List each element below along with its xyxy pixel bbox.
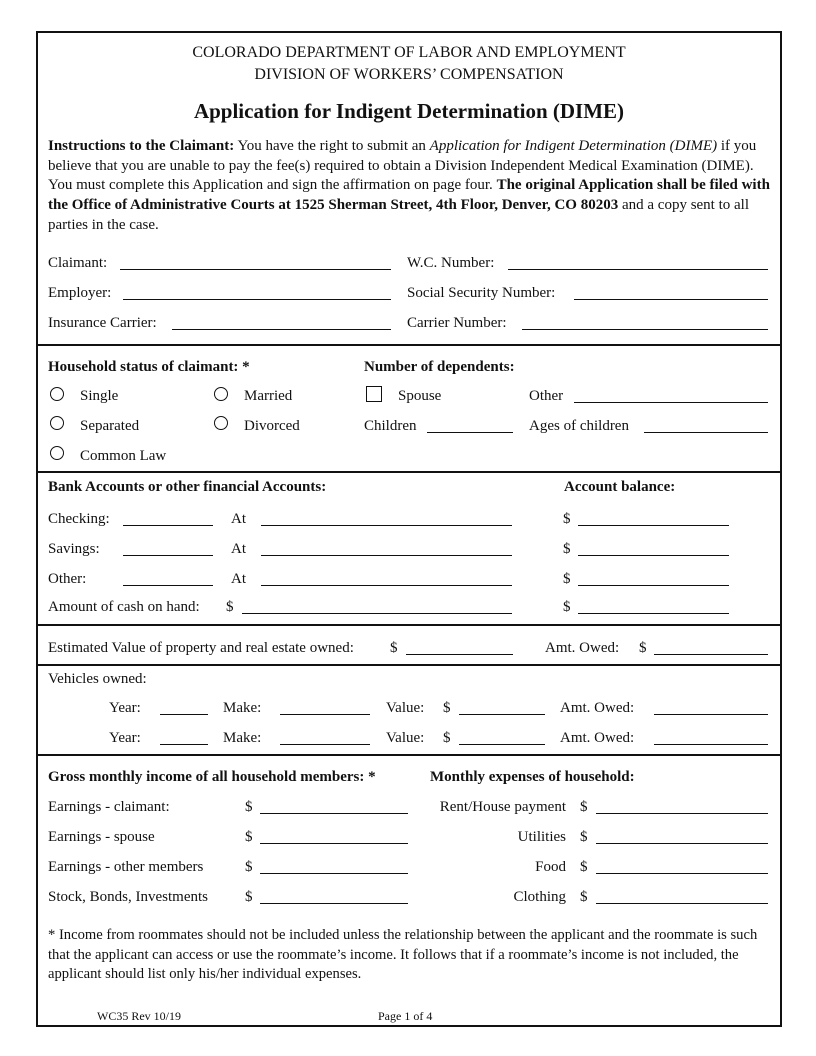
earnings-spouse-field[interactable] [260,843,408,844]
checking-field[interactable] [123,525,213,526]
other-bank-field[interactable] [261,585,512,586]
instructions-lead: Instructions to the Claimant: [48,138,235,154]
roommate-footnote: * Income from roommates should not be included unless the relationship between the applicant and the roommate is such that the applicant can access or use the roommate’s income. It follows that if a roommate’s income is not included, the applicant should list only his/her individual expenses. [48,927,758,983]
spouse-label: Spouse [398,388,442,404]
dollar-sign: $ [580,859,588,875]
dollar-sign: $ [390,640,398,656]
cash-label: Amount of cash on hand: [48,599,200,615]
household-heading: Household status of claimant: * [48,359,250,375]
other-dependents-field[interactable] [574,402,768,403]
section-divider [36,344,782,346]
make-label: Make: [223,730,262,746]
dollar-sign: $ [580,889,588,905]
children-field[interactable] [427,432,513,433]
earnings-claimant-field[interactable] [260,813,408,814]
vehicle-2-year-field[interactable] [160,744,208,745]
vehicle-1-year-field[interactable] [160,714,208,715]
single-label: Single [80,388,119,404]
claimant-field[interactable] [120,269,391,270]
savings-label: Savings: [48,541,100,557]
at-label: At [231,511,246,527]
ages-field[interactable] [644,432,768,433]
dollar-sign: $ [226,599,234,615]
earnings-other-field[interactable] [260,873,408,874]
employer-label: Employer: [48,285,112,301]
claimant-label: Claimant: [48,255,108,271]
expense-label: Utilities [517,829,566,845]
savings-field[interactable] [123,555,213,556]
dollar-sign: $ [443,700,451,716]
agency-name: COLORADO DEPARTMENT OF LABOR AND EMPLOYMENT [192,44,626,61]
single-radio[interactable] [50,387,64,401]
wc-number-label: W.C. Number: [407,255,495,271]
income-label: Stock, Bonds, Investments [48,889,208,905]
dollar-sign: $ [639,640,647,656]
section-divider [36,664,782,666]
property-value-field[interactable] [406,654,513,655]
form-id: WC35 Rev 10/19 [97,1009,181,1023]
instructions-text-3: and a copy sent to all parties in the case. [48,197,750,233]
dollar-sign: $ [580,829,588,845]
form-title: Application for Indigent Determination (DIME) [193,99,625,123]
vehicle-owed-label: Amt. Owed: [560,700,635,716]
section-divider [36,624,782,626]
ssn-field[interactable] [574,299,768,300]
common-law-label: Common Law [80,448,167,464]
other-account-label: Other: [48,571,87,587]
income-label: Earnings - spouse [48,829,155,845]
other-balance-field[interactable] [578,585,729,586]
value-label: Value: [386,730,425,746]
value-label: Value: [386,700,425,716]
instructions-text-2: if you believe that you are unable to pay the fee(s) required to obtain a Division Independent Medical Examination (DIME). You must complete this Application and sign the affirmation on page four. [48,138,757,194]
dollar-sign: $ [563,571,571,587]
section-divider [36,471,782,473]
section-divider [36,754,782,756]
divorced-label: Divorced [244,418,300,434]
property-owed-field[interactable] [654,654,768,655]
food-field[interactable] [596,873,768,874]
checking-balance-field[interactable] [578,525,729,526]
vehicle-1-make-field[interactable] [280,714,370,715]
wc-number-field[interactable] [508,269,768,270]
vehicle-2-make-field[interactable] [280,744,370,745]
bank-heading: Bank Accounts or other financial Accounts: [48,479,327,495]
division-name: DIVISION OF WORKERS’ COMPENSATION [254,66,564,83]
employer-field[interactable] [123,299,391,300]
ssn-label: Social Security Number: [407,285,556,301]
carrier-label: Insurance Carrier: [48,315,157,331]
vehicle-1-owed-field[interactable] [654,714,768,715]
page-number: Page 1 of 4 [378,1009,433,1023]
instructions-text: You have the right to submit an [234,138,430,154]
other-dependents-label: Other [529,388,564,404]
utilities-field[interactable] [596,843,768,844]
expense-label: Food [535,859,566,875]
cash-balance-field[interactable] [578,613,729,614]
dollar-sign: $ [563,541,571,557]
savings-balance-field[interactable] [578,555,729,556]
vehicle-2-owed-field[interactable] [654,744,768,745]
balance-heading: Account balance: [564,479,676,495]
dollar-sign: $ [563,599,571,615]
make-label: Make: [223,700,262,716]
income-label: Earnings - claimant: [48,799,170,815]
dollar-sign: $ [580,799,588,815]
dependents-heading: Number of dependents: [364,359,515,375]
vehicles-heading: Vehicles owned: [48,671,147,687]
married-radio[interactable] [214,387,228,401]
children-label: Children [364,418,417,434]
at-label: At [231,571,246,587]
cash-field[interactable] [242,613,512,614]
at-label: At [231,541,246,557]
carrier-number-field[interactable] [522,329,768,330]
expenses-heading: Monthly expenses of household: [430,769,635,785]
dollar-sign: $ [245,889,253,905]
expense-label: Rent/House payment [439,799,566,815]
dollar-sign: $ [245,799,253,815]
carrier-field[interactable] [172,329,391,330]
vehicle-2-value-field[interactable] [459,744,545,745]
year-label: Year: [109,730,141,746]
ages-label: Ages of children [529,418,629,434]
expense-label: Clothing [513,889,566,905]
rent-field[interactable] [596,813,768,814]
checking-label: Checking: [48,511,110,527]
investments-field[interactable] [260,903,408,904]
separated-label: Separated [80,418,140,434]
filing-address: The original Application shall be filed with the Office of Administrative Courts at 1525 Sherman Street, 4th Floor, Denver, CO 80203 [48,177,770,214]
instructions-italic: Application for Indigent Determination (DIME) [429,138,718,154]
property-owed-label: Amt. Owed: [545,640,620,656]
checking-bank-field[interactable] [261,525,512,526]
dollar-sign: $ [245,859,253,875]
vehicle-owed-label: Amt. Owed: [560,730,635,746]
other-account-field[interactable] [123,585,213,586]
married-label: Married [244,388,293,404]
instructions [48,137,772,236]
divorced-radio[interactable] [214,416,228,430]
income-heading: Gross monthly income of all household members: * [48,769,376,785]
carrier-number-label: Carrier Number: [407,315,507,331]
dollar-sign: $ [443,730,451,746]
common-law-radio[interactable] [50,446,64,460]
dollar-sign: $ [563,511,571,527]
property-label: Estimated Value of property and real estate owned: [48,640,354,656]
vehicle-1-value-field[interactable] [459,714,545,715]
separated-radio[interactable] [50,416,64,430]
savings-bank-field[interactable] [261,555,512,556]
dollar-sign: $ [245,829,253,845]
income-label: Earnings - other members [48,859,204,875]
clothing-field[interactable] [596,903,768,904]
year-label: Year: [109,700,141,716]
spouse-checkbox[interactable] [366,386,382,402]
